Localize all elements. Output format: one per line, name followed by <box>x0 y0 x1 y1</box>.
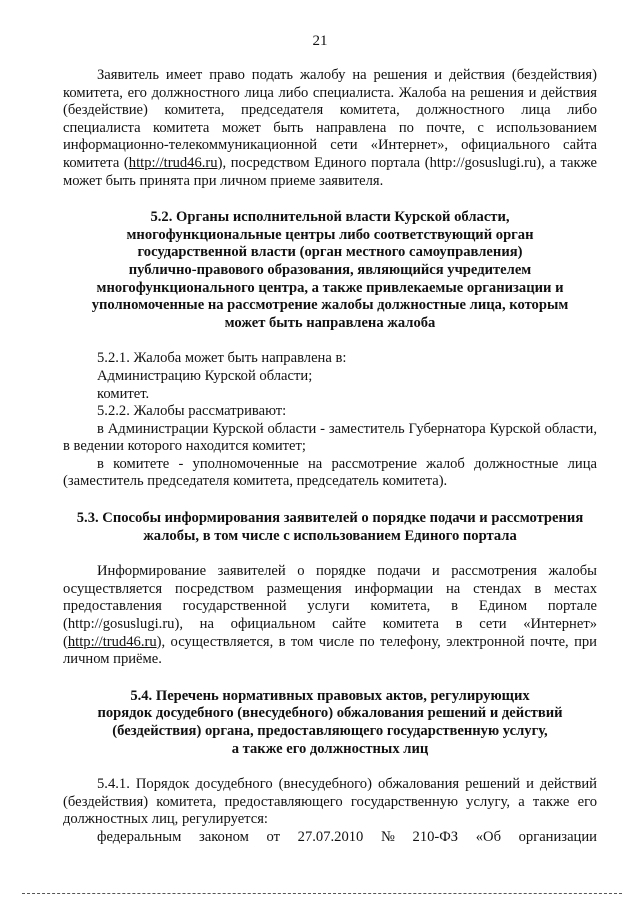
text-segment: Заявитель имеет право подать жалобу на решения и действия (бездействия) комитета, его должностного лица либо специалиста. Жалоба на решения и действия (бездействие) комитета, председателя комитета, должностного лица либо специалиста комитета может быть направлена по почте, с использованием информационно-телекоммуникационной сети «Интернет», официального сайта комитета ( <box>63 67 597 171</box>
paragraph-federal-law-start <box>63 829 597 847</box>
paragraph-informing <box>63 563 597 669</box>
text-segment: ), осуществляется, в том числе по телефону, электронной почте, при личном приёме. <box>63 633 597 668</box>
heading-line: 5.2. Органы исполнительной власти Курской области, <box>150 209 510 226</box>
paragraph-admin-reviewer: в Администрации Курской области - заместитель Губернатора Курской области, в ведении которого находится комитет; <box>63 420 597 455</box>
link-trud46-2[interactable]: http://trud46.ru <box>67 633 157 650</box>
word: 27.07.2010 <box>297 828 364 845</box>
document-body <box>63 67 597 847</box>
link-trud46[interactable]: http://trud46.ru <box>128 154 218 171</box>
heading-line: а также его должностных лиц <box>231 740 429 757</box>
heading-line: многофункционального центра, а также привлекаемые организации и <box>96 279 564 296</box>
heading-line: публично-правового образования, являющийся учредителем <box>128 261 532 278</box>
heading-line: 5.4. Перечень нормативных правовых актов, регулирующих <box>130 687 530 704</box>
list-item: 5.2.1. Жалоба может быть направлена в: <box>97 350 347 367</box>
section-heading-5-4 <box>63 688 597 758</box>
section-heading-5-3 <box>63 510 597 545</box>
heading-line: (бездействия) органа, предоставляющего государственную услугу, <box>112 723 548 739</box>
word: 210-ФЗ <box>412 828 459 845</box>
word: «Об <box>475 828 501 845</box>
heading-line: 5.3. Способы информирования заявителей о порядке подачи и рассмотрения <box>76 510 584 527</box>
text-segment: Информирование заявителей о порядке подачи и рассмотрения жалобы осуществляется посредством размещения информации на стендах в местах предоставления государственной услуги комитета, в Едином портале (http://gosuslugi.ru), на официальном сайте комитета в сети «Интернет» ( <box>63 563 597 650</box>
page-number: 21 <box>312 33 328 49</box>
list-item: Администрацию Курской области; <box>97 367 313 384</box>
list-item: комитет. <box>97 385 150 402</box>
word: организации <box>518 828 597 845</box>
heading-line: жалобы, в том числе с использованием Единого портала <box>143 527 517 544</box>
paragraph-5-4-1: 5.4.1. Порядок досудебного (внесудебного) обжалования решений и действий (бездействия) комитета, предоставляющего государственную услугу, а также его должностных лиц, регулируется: <box>63 776 597 828</box>
heading-line: государственной власти (орган местного самоуправления) <box>137 244 523 261</box>
text-segment: ), посредством Единого портала (http://gosuslugi.ru), а также может быть принята при личном приеме заявителя. <box>63 154 597 189</box>
section-heading-5-2 <box>63 209 597 332</box>
heading-line: уполномоченные на рассмотрение жалобы должностные лица, которым <box>91 297 569 314</box>
heading-line: может быть направлена жалоба <box>224 314 436 331</box>
section-5-2-list <box>63 350 597 420</box>
word: федеральным <box>97 828 182 845</box>
paragraph-committee-reviewer: в комитете - уполномоченные на рассмотрение жалоб должностные лица (заместитель председателя комитета, председатель комитета). <box>63 455 597 490</box>
heading-line: порядок досудебного (внесудебного) обжалования решений и действий <box>97 705 563 722</box>
word: от <box>266 828 281 845</box>
footer-divider <box>22 893 622 894</box>
list-item: 5.2.2. Жалобы рассматривают: <box>97 403 287 420</box>
heading-line: многофункциональные центры либо соответствующий орган <box>126 226 534 243</box>
paragraph-complaint-right <box>63 67 597 190</box>
word: законом <box>198 828 249 845</box>
word: № <box>380 828 395 845</box>
